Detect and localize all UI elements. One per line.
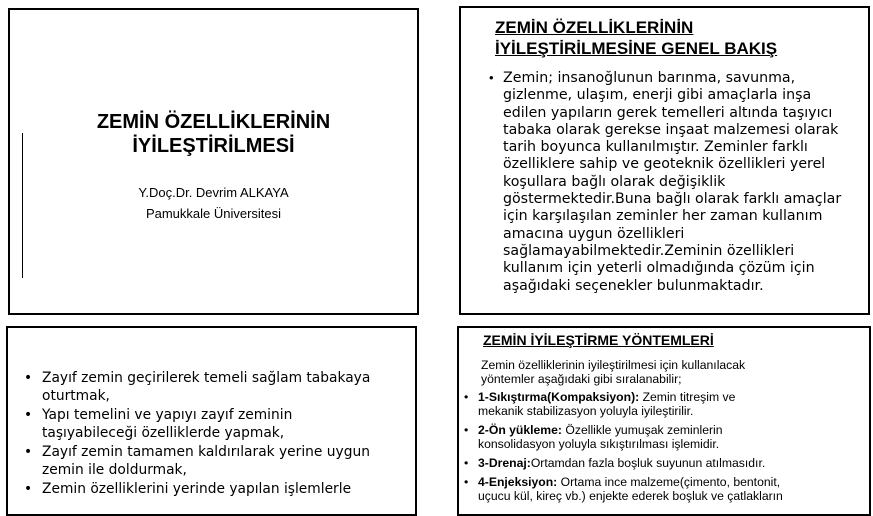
method-description: mekanik stabilizasyon yoluyla iyileştirilir. — [478, 404, 694, 418]
list-item-line: Zayıf zemin tamamen kaldırılarak yerine uygun — [42, 444, 370, 460]
method-description: Özellikle yumuşak zeminlerin — [562, 423, 723, 437]
bullet-icon: • — [489, 70, 494, 85]
list-item — [24, 370, 404, 405]
method-description: Zemin titreşim ve — [639, 390, 736, 404]
paragraph-line: kullanım için yeterli olmadığında çözüm için — [503, 260, 815, 277]
bullet-icon: • — [24, 481, 33, 497]
method-name: 1-Sıkıştırma(Kompaksiyon): — [478, 390, 640, 404]
paragraph-line: tarih boyunca kullanılmıştır. Zeminler farklı — [503, 139, 808, 156]
method-name: 3-Drenaj: — [478, 456, 531, 470]
paragraph-line: koşullara bağlı olarak değişiklik — [503, 173, 726, 190]
slide1-title — [10, 110, 417, 158]
slide-methods — [457, 326, 871, 516]
method-item — [463, 475, 783, 503]
paragraph-line: tabaka olarak gerekse inşaat malzemesi olarak — [503, 121, 839, 138]
paragraph-line: için karşılaşılan zeminler her zaman kullanım — [503, 208, 823, 225]
bullet-icon: • — [464, 456, 469, 470]
paragraph-line: sağlamayabilmektedir.Zeminin özellikleri — [503, 242, 795, 259]
paragraph-line: amacına uygun özellikleri — [503, 225, 685, 242]
method-item — [463, 423, 783, 451]
slide-overview — [459, 6, 870, 315]
bullet-icon: • — [464, 475, 469, 489]
method-description: uçucu kül, kireç vb.) enjekte ederek boşluk ve çatlakların — [478, 489, 783, 503]
list-item-line: oturtmak, — [42, 387, 110, 404]
list-item-line: taşıyabileceği özelliklerde yapmak, — [42, 424, 285, 441]
method-description: Ortamdan fazla boşluk suyunun atılmasıdır. — [530, 456, 766, 470]
bullet-icon: • — [24, 370, 33, 386]
bullet-icon: • — [464, 423, 469, 437]
method-item — [463, 390, 783, 418]
method-name: 4-Enjeksiyon: — [478, 475, 558, 489]
intro-line: Zemin özelliklerinin iyileştirilmesi için kullanılacak — [481, 358, 746, 372]
list-item-line: zemin ile doldurmak, — [42, 461, 187, 478]
methods-list — [463, 390, 783, 508]
list-item-line: Yapı temelini ve yapıyı zayıf zeminin — [42, 407, 293, 423]
slide2-title — [495, 17, 777, 59]
method-item — [463, 456, 783, 470]
slide2-title-line: İYİLEŞTİRİLMESİNE GENEL BAKIŞ — [495, 39, 778, 58]
slide-title — [8, 8, 419, 315]
bullet-icon: • — [24, 444, 33, 460]
list-item-line: Zayıf zemin geçirilerek temeli sağlam tabakaya — [42, 370, 371, 386]
paragraph-line: Zemin; insanoğlunun barınma, savunma, — [503, 70, 796, 86]
slide2-title-line: ZEMİN ÖZELLİKLERİNİN — [495, 18, 694, 37]
list-item — [24, 407, 404, 442]
method-description: konsolidasyon yoluyla sıkıştırılması işlemidir. — [478, 437, 720, 451]
slide-options — [6, 326, 417, 516]
slide1-title-line: İYİLEŞTİRİLMESİ — [132, 135, 295, 157]
methods-intro — [481, 358, 745, 386]
paragraph-line: özelliklere sahip ve geoteknik özellikleri yerel — [503, 156, 826, 173]
paragraph-line: gizlenme, ulaşım, enerji gibi amaçlarla inşa — [503, 87, 812, 104]
intro-line: yöntemler aşağıdaki gibi sıralanabilir; — [481, 372, 682, 386]
list-item — [24, 444, 404, 479]
author-name: Y.Doç.Dr. Devrim ALKAYA — [138, 185, 289, 200]
paragraph-line: aşağıdaki seçenekler bulunmaktadır. — [503, 277, 764, 294]
paragraph-line: edilen yapıların gerek temelleri altında taşıyıcı — [503, 104, 833, 121]
list-item — [24, 481, 404, 499]
list-item-line: Zemin özelliklerini yerinde yapılan işlemlerle — [42, 481, 352, 497]
university-name: Pamukkale Üniversitesi — [145, 206, 282, 221]
method-description: Ortama ince malzeme(çimento, bentonit, — [557, 475, 781, 489]
paragraph-line: göstermektedir.Buna bağlı olarak farklı amaçlar — [503, 191, 842, 208]
bullet-icon: • — [24, 407, 33, 423]
slide4-title: ZEMİN İYİLEŞTİRME YÖNTEMLERİ — [483, 332, 714, 348]
bullet-icon: • — [464, 390, 469, 404]
overview-paragraph — [503, 70, 841, 295]
options-list — [24, 370, 404, 501]
slide1-title-line: ZEMİN ÖZELLİKLERİNİN — [96, 111, 331, 133]
method-name: 2-Ön yükleme: — [478, 423, 562, 437]
